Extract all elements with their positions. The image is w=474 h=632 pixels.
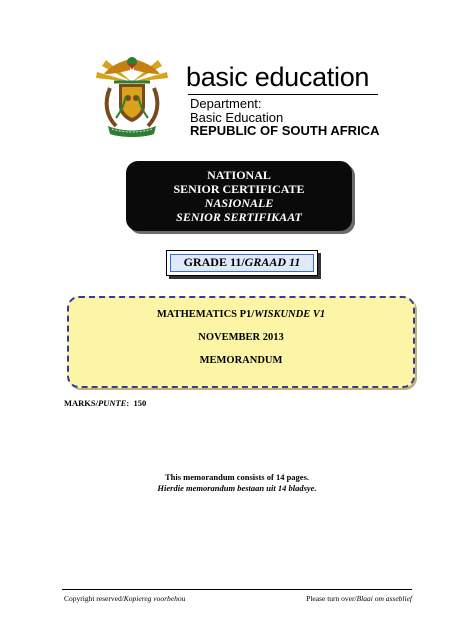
country-name: REPUBLIC OF SOUTH AFRICA [190, 123, 380, 138]
marks-colon: : [126, 398, 130, 408]
grade-box [166, 250, 318, 276]
memorandum-box [67, 296, 415, 388]
page-count-note [0, 472, 474, 494]
certificate-banner [126, 161, 352, 231]
brand-divider [188, 94, 378, 95]
turn-afrikaans: Blaai om asseblief [356, 594, 412, 603]
certificate-line-3: NASIONALE [204, 196, 274, 210]
coat-of-arms-icon [92, 52, 172, 140]
turn-over-notice [306, 594, 412, 603]
copyright-afrikaans: Kopiereg voorbehou [123, 594, 186, 603]
page-count-english: This memorandum consists of 14 pages. [164, 472, 310, 482]
certificate-line-1: NATIONAL [207, 168, 271, 182]
turn-english: Please turn over/ [306, 594, 357, 603]
department-name: Basic Education [190, 110, 284, 125]
copyright-notice [64, 594, 185, 603]
document-type: MEMORANDUM [199, 355, 283, 366]
subject-english: MATHEMATICS P1/ [156, 309, 255, 320]
grade-english: GRADE 11/ [183, 255, 245, 269]
certificate-line-2: SENIOR CERTIFICATE [173, 182, 305, 196]
exam-date: NOVEMBER 2013 [198, 332, 284, 343]
department-label: Department: [190, 96, 262, 111]
footer-divider [62, 589, 412, 590]
subject-title [69, 309, 413, 320]
grade-label [170, 254, 314, 272]
brand-title: basic education [186, 62, 370, 92]
marks-label-english: MARKS/ [64, 398, 98, 408]
copyright-english: Copyright reserved/ [64, 594, 124, 603]
subject-afrikaans: WISKUNDE V1 [254, 309, 326, 320]
grade-afrikaans: GRAAD 11 [244, 255, 301, 269]
certificate-line-4: SENIOR SERTIFIKAAT [176, 210, 302, 224]
marks-line [64, 398, 146, 408]
marks-value: 150 [133, 398, 147, 408]
page-count-afrikaans: Hierdie memorandum bestaan uit 14 bladsye. [157, 483, 317, 493]
marks-label-afrikaans: PUNTE [98, 398, 127, 408]
